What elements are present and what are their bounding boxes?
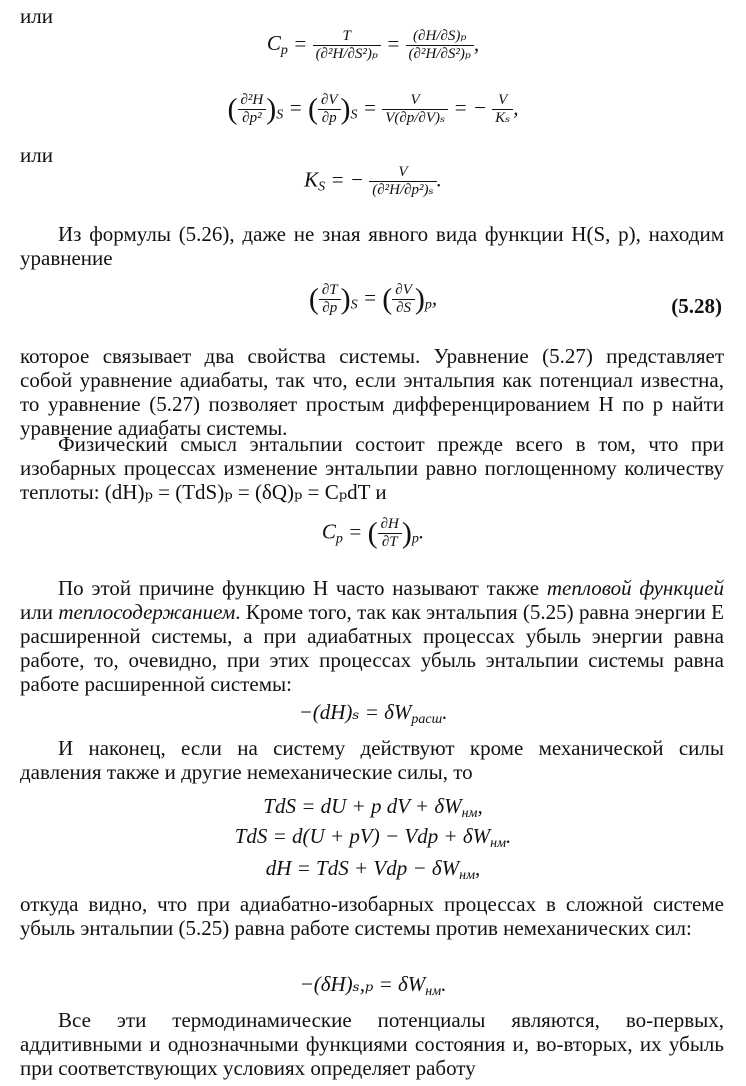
equation-dh-s: $-(dH)_s = \delta W_{расш}$.: [298, 700, 448, 727]
equation-d2h-dp2: ( $\frac{\text{∂²H}}{\text{∂p²}}$ )$_S$ = ( $\frac{\partial V}{\partial p}$ )$_S$ = $\frac{V}{\text{V(∂p/∂V)ₛ}}$ = − $\frac{V}{\text{Kₛ}}$ ,: [227, 92, 519, 126]
cp-lhs: $C_p$: [266, 31, 288, 59]
equation-cp-dh-dt: $C_p$ = ( $\frac{\partial H}{\partial T}$ )$_p$.: [321, 516, 425, 550]
paragraph-5: И наконец, если на систему действуют кроме механической силы давления также и другие немеханические силы, то: [20, 736, 724, 784]
paragraph-3: Физический смысл энтальпии состоит прежде всего в том, что при изобарных процессах изменение энтальпии равно поглощенному количеству теплоты: (dH)ₚ = (TdS)ₚ = (δQ)ₚ = CₚdT и: [20, 432, 724, 504]
term-thermal-function: тепловой функцией: [546, 576, 724, 600]
paragraph-6: откуда видно, что при адиабатно-изобарных процессах в сложной системе убыль энтальпии (5.25) равна работе системы против немеханических сил:: [20, 892, 724, 940]
equation-number-5-28: (5.28): [671, 294, 722, 318]
equation-cp: $C_p$ = $\frac{T}{\text{(∂²H/∂S²)ₚ}}$ = $\frac{\text{(∂H/∂S)ₚ}}{\text{(∂²H/∂S²)ₚ}}$ ,: [266, 28, 480, 62]
equation-tds-2: TdS = d(U + pV) − Vdp + $\delta W_{нм}$.: [234, 824, 512, 851]
equation-dh-sp: $-(\delta H)_s,_p = \delta W_{нм}$.: [299, 972, 447, 999]
equation-5-28: ( $\frac{\partial T}{\partial p}$ )$_S$ = ( $\frac{\partial V}{\partial S}$ )$_p$,: [308, 282, 438, 316]
paragraph-7: Все эти термодинамические потенциалы являются, во-первых, аддитивными и однозначными функциями состояния и, во-вторых, их убыль при соответствующих условиях определяет работу: [20, 1008, 724, 1080]
paragraph-2: которое связывает два свойства системы. Уравнение (5.27) представляет собой уравнение адиабаты, так что, если энтальпия как потенциал известна, то уравнение (5.27) позволяет простым дифференцированием H по p найти уравнение адиабаты системы.: [20, 344, 724, 440]
label-or-1: или: [20, 4, 53, 28]
label-or-2: или: [20, 143, 53, 167]
paragraph-1: Из формулы (5.26), даже не зная явного вида функции H(S, p), находим уравнение: [20, 222, 724, 270]
equation-tds-1: TdS = dU + p dV + $\delta W_{нм}$,: [263, 794, 483, 821]
equation-ks: $K_S$ = − $\frac{V}{\text{(∂²H/∂p²)ₛ}}$ .: [304, 164, 442, 198]
term-heat-content: теплосодержанием: [58, 600, 236, 624]
cp-fraction-1: $\frac{T}{\text{(∂²H/∂S²)ₚ}}$: [313, 28, 381, 63]
equation-dh: dH = TdS + Vdp − $\delta W_{нм}$,: [265, 856, 481, 883]
paragraph-4: По этой причине функцию H часто называют также тепловой функцией или теплосодержанием. Кроме того, так как энтальпия (5.25) равна энергии E расширенной системы, а при адиабатных процессах убыль энергии равна работе, то, очевидно, при этих процессах убыль энтальпии системы равна работе расширенной системы:: [20, 576, 724, 696]
cp-fraction-2: $\frac{\text{(∂H/∂S)ₚ}}{\text{(∂²H/∂S²)ₚ}}$: [406, 28, 474, 63]
